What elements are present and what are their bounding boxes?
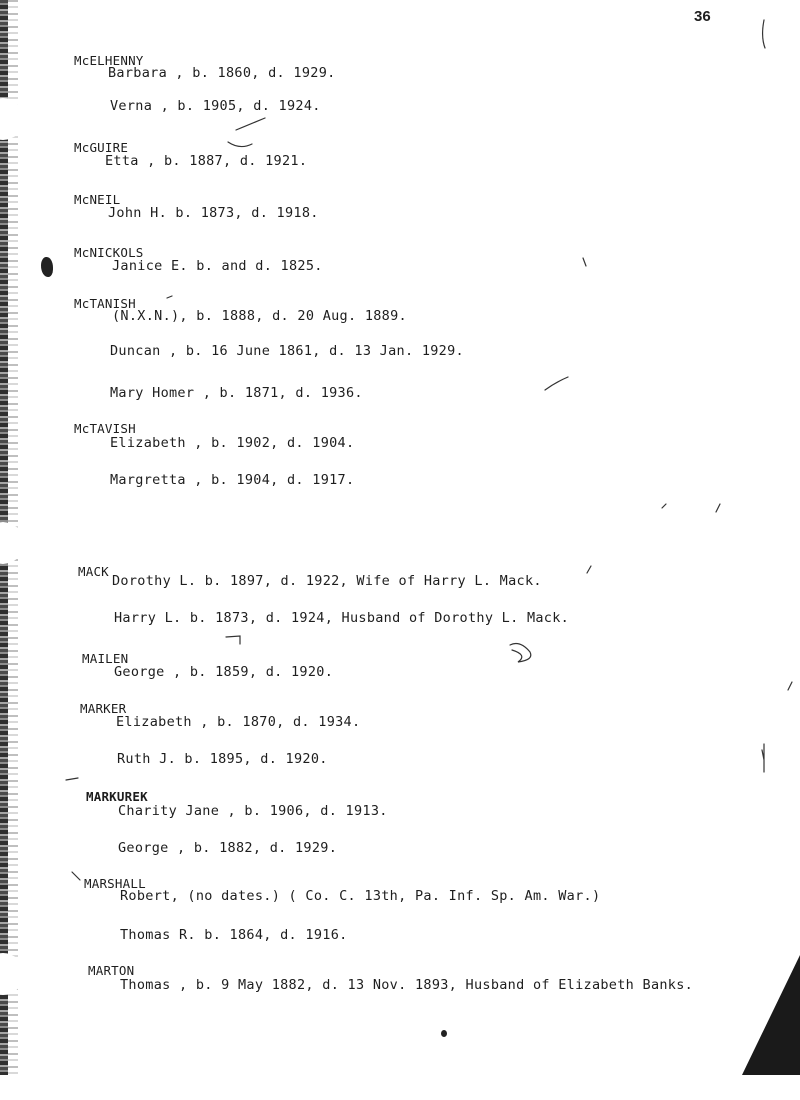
person-entry: Elizabeth , b. 1870, d. 1934.: [116, 714, 361, 730]
pen-stroke: [545, 377, 568, 390]
person-entry: George , b. 1859, d. 1920.: [114, 664, 334, 680]
pen-stroke: [716, 504, 720, 512]
person-entry: Margretta , b. 1904, d. 1917.: [110, 472, 355, 488]
surname-heading: McELHENNY: [74, 53, 144, 68]
surname-heading: MARKUREK: [86, 789, 148, 804]
surname-heading: McNEIL: [74, 192, 121, 207]
pen-stroke: [762, 744, 764, 772]
pen-stroke: [226, 636, 240, 644]
pen-stroke: [236, 118, 265, 130]
surname-heading: McNICKOLS: [74, 245, 144, 260]
pen-stroke: [72, 872, 80, 880]
page-number: 36: [694, 8, 711, 25]
person-entry: Thomas , b. 9 May 1882, d. 13 Nov. 1893, Husband of Elizabeth Banks.: [120, 977, 694, 993]
pen-stroke: [788, 682, 792, 690]
pen-stroke: [662, 504, 666, 508]
person-entry: Thomas R. b. 1864, d. 1916.: [120, 927, 348, 943]
pen-stroke: [167, 296, 172, 298]
surname-heading: McGUIRE: [74, 140, 129, 155]
pen-stroke: [587, 566, 591, 573]
person-entry: Charity Jane , b. 1906, d. 1913.: [118, 803, 388, 819]
person-entry: Etta , b. 1887, d. 1921.: [105, 153, 308, 169]
person-entry: Robert, (no dates.) ( Co. C. 13th, Pa. Inf. Sp. Am. War.): [120, 888, 601, 904]
surname-heading: McTAVISH: [74, 421, 136, 436]
surname-heading: MARKER: [80, 701, 127, 716]
person-entry: Verna , b. 1905, d. 1924.: [110, 98, 321, 114]
person-entry: Janice E. b. and d. 1825.: [112, 258, 323, 274]
person-entry: Barbara , b. 1860, d. 1929.: [108, 65, 336, 81]
person-entry: Duncan , b. 16 June 1861, d. 13 Jan. 1929.: [110, 343, 464, 359]
person-entry: (N.X.N.), b. 1888, d. 20 Aug. 1889.: [112, 308, 407, 324]
pen-stroke: [228, 142, 252, 147]
surname-heading: MACK: [78, 564, 109, 579]
person-entry: Mary Homer , b. 1871, d. 1936.: [110, 385, 363, 401]
person-entry: Elizabeth , b. 1902, d. 1904.: [110, 435, 355, 451]
margin-tick-mark: [763, 20, 765, 48]
surname-heading: MARTON: [88, 963, 135, 978]
person-entry: Dorothy L. b. 1897, d. 1922, Wife of Harry L. Mack.: [112, 573, 542, 589]
person-entry: George , b. 1882, d. 1929.: [118, 840, 338, 856]
person-entry: Harry L. b. 1873, d. 1924, Husband of Dorothy L. Mack.: [114, 610, 570, 626]
surname-heading: MARSHALL: [84, 876, 146, 891]
person-entry: John H. b. 1873, d. 1918.: [108, 205, 319, 221]
person-entry: Ruth J. b. 1895, d. 1920.: [117, 751, 328, 767]
pen-stroke: [583, 258, 586, 266]
pen-stroke: [66, 778, 78, 780]
surname-heading: MAILEN: [82, 651, 129, 666]
surname-heading: McTANISH: [74, 296, 136, 311]
pen-squiggle: [510, 644, 531, 662]
